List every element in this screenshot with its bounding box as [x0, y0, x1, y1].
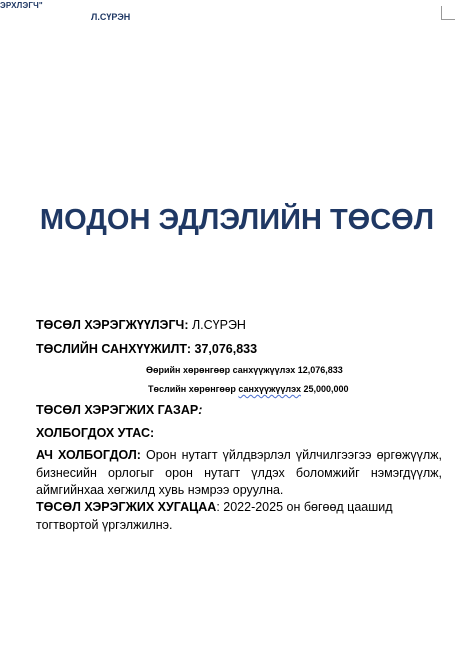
own-funds-line: Өөрийн хөрөнгөөр санхүүжүүлэх 12,076,833 [146, 365, 343, 375]
goal-text: Орон нутагт үйлдвэрлэл үйлчилгээгээ өргөжүүлж, бизнесийн орлогыг орон нутагт үлдэх боломжийг нэмэгдүүлж, аймгийнхаа хөгжилд хувь нэмрээ оруулна. [36, 448, 443, 497]
goal-label: АЧ ХОЛБОГДОЛ: [36, 448, 141, 462]
implementer-label: ТӨСӨЛ ХЭРЭГЖҮҮЛЭГЧ: [36, 318, 189, 332]
project-funds-prefix: Төслийн хөрөнгөөр [148, 384, 239, 394]
implementer-line [36, 318, 246, 332]
project-funds-amount: 25,000,000 [300, 384, 349, 394]
phone-label: ХОЛБОГДОХ УТАС: [36, 426, 155, 440]
financing-line [36, 342, 257, 356]
project-funds-line [148, 384, 349, 394]
phone-line [36, 426, 154, 440]
duration-text: : 2022-2025 он бөгөөд цаашид тогтвортой үргэлжилнэ. [36, 500, 393, 532]
spellcheck-underlined-word: санхүүжүүлэх [238, 384, 301, 394]
duration-label: ТӨСӨЛ ХЭРЭГЖИХ ХУГАЦАА [36, 500, 217, 514]
header-title-fragment: ЭРХЛЭГЧ" [0, 1, 43, 10]
document-title: МОДОН ЭДЛЭЛИЙН ТӨСӨЛ [39, 204, 435, 236]
goal-paragraph [36, 447, 442, 500]
location-line [36, 403, 202, 417]
header-author-name: Л.СҮРЭН [91, 12, 131, 22]
duration-paragraph [36, 499, 442, 534]
location-colon: : [198, 403, 203, 417]
location-label: ТӨСӨЛ ХЭРЭГЖИХ ГАЗАР [36, 403, 199, 417]
financing-label: ТӨСЛИЙН САНХҮҮЖИЛТ: [36, 342, 192, 356]
page-corner-mark [441, 6, 455, 20]
implementer-value: Л.СҮРЭН [188, 318, 246, 332]
financing-value: 37,076,833 [191, 342, 258, 356]
